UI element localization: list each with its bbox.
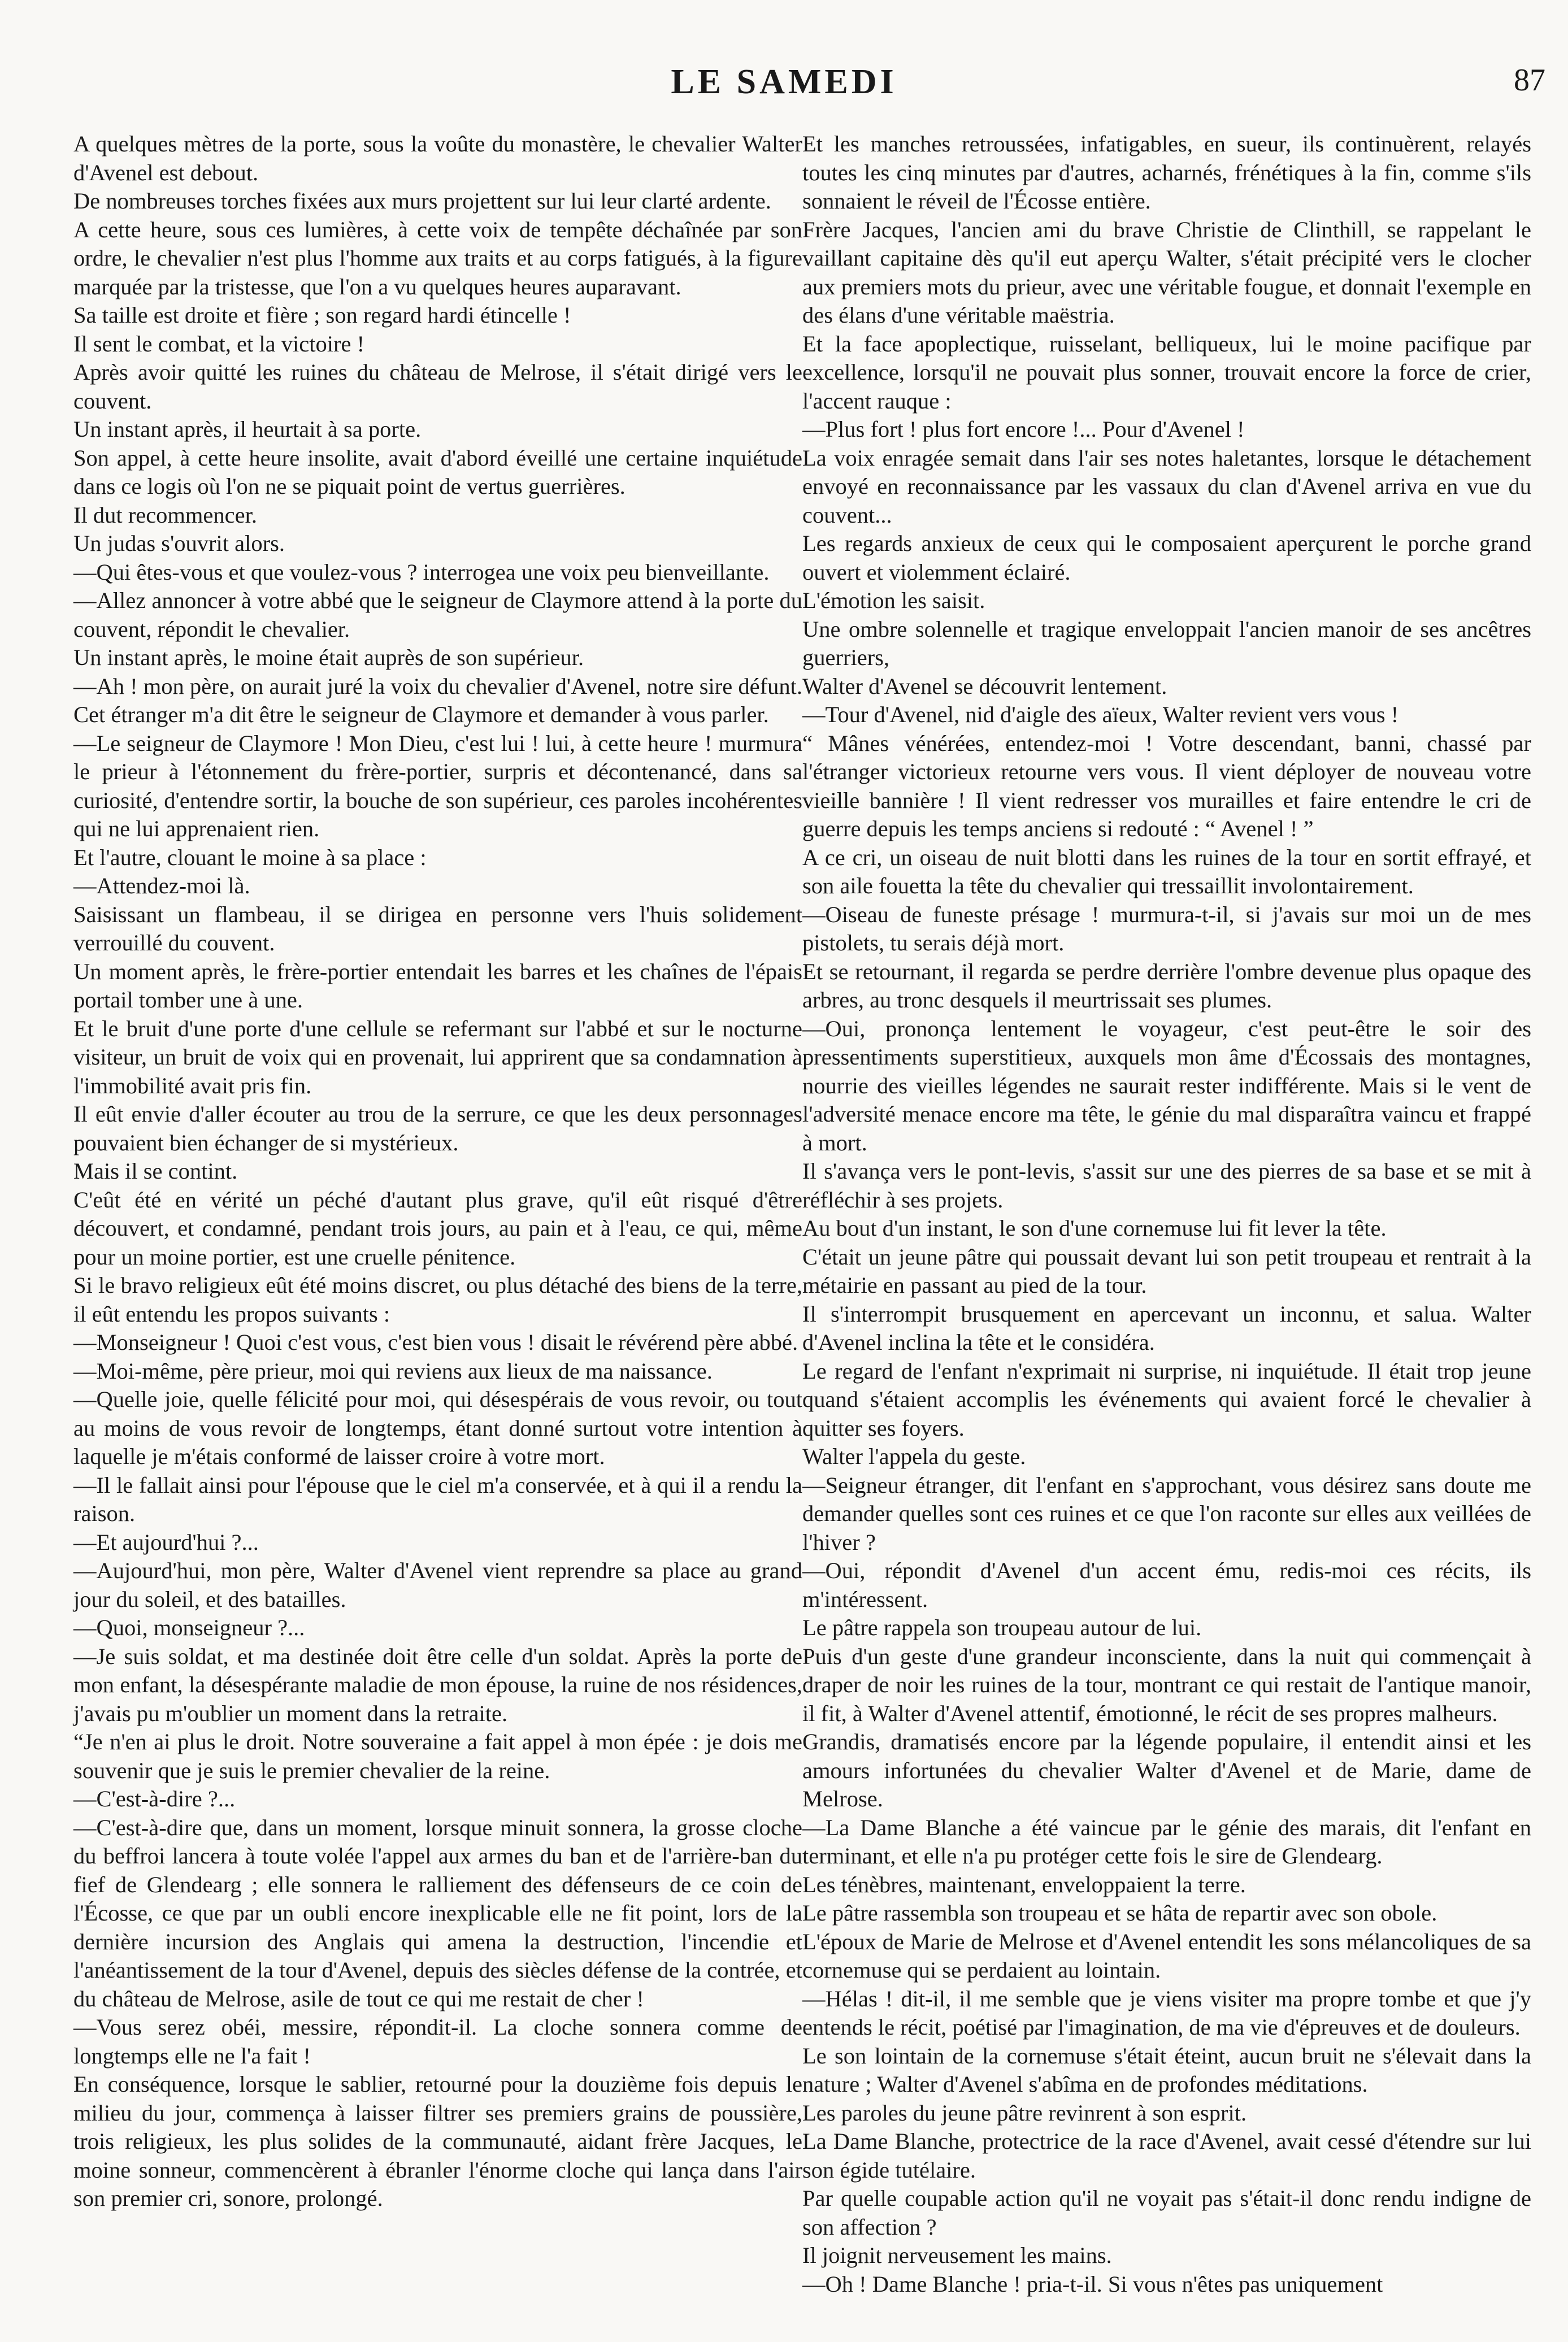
paragraph: Saisissant un flambeau, il se dirigea en personne vers l'huis solidement verrouillé du couvent. bbox=[73, 901, 802, 955]
paragraph: “Je n'en ai plus le droit. Notre souveraine a fait appel à mon épée : je dois me souvenir que je suis le premier chevalier de la reine. bbox=[73, 1729, 802, 1783]
paragraph: —Oui, répondit d'Avenel d'un accent ému, redis-moi ces récits, ils m'intéressent. bbox=[802, 1558, 1531, 1612]
paragraph: Un instant après, il heurtait à sa porte. bbox=[73, 416, 422, 442]
paragraph: —Quoi, monseigneur ?... bbox=[73, 1615, 305, 1640]
paragraph: Il dut recommencer. bbox=[73, 502, 257, 528]
paragraph: C'était un jeune pâtre qui poussait devant lui son petit troupeau et rentrait à la métairie en passant au pied de la tour. bbox=[802, 1244, 1531, 1298]
paragraph: L'époux de Marie de Melrose et d'Avenel entendit les sons mélancoliques de sa cornemuse qui se perdaient au lointain. bbox=[802, 1928, 1531, 1983]
paragraph: —Monseigneur ! Quoi c'est vous, c'est bien vous ! disait le révérend père abbé. bbox=[73, 1329, 798, 1355]
paragraph: A cette heure, sous ces lumières, à cette voix de tempête déchaînée par son ordre, le chevalier n'est plus l'homme aux traits et au corps fatigués, à la figure marquée par la tristesse, que l'on a vu quelques heures auparavant. bbox=[73, 216, 802, 299]
paragraph: Une ombre solennelle et tragique enveloppait l'ancien manoir de ses ancêtres guerriers, bbox=[802, 616, 1531, 670]
paragraph: Si le bravo religieux eût été moins discret, ou plus détaché des biens de la terre, il eût entendu les propos suivants : bbox=[73, 1272, 802, 1327]
paragraph: —Oui, prononça lentement le voyageur, c'est peut-être le soir des pressentiments superstitieux, auxquels mon âme d'Écossais des montagnes, nourrie des vieilles légendes ne saurait rester indifférente. Mais si le vent de l'adversité menace encore ma tête, le génie du mal disparaîtra vaincu et frappé à mort. bbox=[802, 1015, 1531, 1155]
paragraph: —La Dame Blanche a été vaincue par le génie des marais, dit l'enfant en terminant, et elle n'a pu protéger cette fois le sire de Glendearg. bbox=[802, 1814, 1531, 1869]
paragraph: Sa taille est droite et fière ; son regard hardi étincelle ! bbox=[73, 302, 571, 328]
paragraph: Son appel, à cette heure insolite, avait d'abord éveillé une certaine inquiétude dans ce logis où l'on ne se piquait point de vertus guerrières. bbox=[73, 445, 802, 499]
paragraph: Les paroles du jeune pâtre revinrent à son esprit. bbox=[802, 2100, 1247, 2126]
paragraph: Frère Jacques, l'ancien ami du brave Christie de Clinthill, se rappelant le vaillant capitaine dès qu'il eut aperçu Walter, s'était précipité vers le clocher aux premiers mots du prieur, avec une véritable fougue, et donnait l'exemple en des élans d'une véritable maëstria. bbox=[802, 216, 1531, 328]
paragraph: En conséquence, lorsque le sablier, retourné pour la douzième fois depuis le milieu du jour, commença à laisser filtrer ses premiers grains de poussière, trois religieux, les plus solides de la communauté, aidant frère Jacques, le moine sonneur, commencèrent à ébranler l'énorme cloche qui lança dans l'air son premier cri, sonore, prolongé. bbox=[73, 2071, 802, 2211]
paragraph: Après avoir quitté les ruines du château de Melrose, il s'était dirigé vers le couvent. bbox=[73, 359, 802, 414]
paragraph: Le son lointain de la cornemuse s'était éteint, aucun bruit ne s'élevait dans la nature ; Walter d'Avenel s'abîma en de profondes méditations. bbox=[802, 2043, 1531, 2097]
page-number: 87 bbox=[1514, 63, 1545, 98]
paragraph: —C'est-à-dire ?... bbox=[73, 1786, 236, 1811]
paragraph: —Hélas ! dit-il, il me semble que je viens visiter ma propre tombe et que j'y entends le récit, poétisé par l'imagination, de ma vie d'épreuves et de douleurs. bbox=[802, 1985, 1531, 2040]
paragraph: Il joignit nerveusement les mains. bbox=[802, 2243, 1112, 2268]
paragraph: Et les manches retroussées, infatigables, en sueur, ils continuèrent, relayés toutes les cinq minutes par d'autres, acharnés, frénétiques à la fin, comme s'ils sonnaient le réveil de l'Écosse entière. bbox=[802, 131, 1531, 214]
paragraph: Il sent le combat, et la victoire ! bbox=[73, 331, 365, 357]
paragraph: —Et aujourd'hui ?... bbox=[73, 1529, 259, 1555]
paragraph: —C'est-à-dire que, dans un moment, lorsque minuit sonnera, la grosse cloche du beffroi lancera à toute volée l'appel aux armes du ban et de l'arrière-ban du fief de Glendearg ; elle sonnera le ralliement des défenseurs de ce coin de l'Écosse, ce que par un oubli encore inexplicable elle ne fit point, lors de la dernière incursion des Anglais qui amena la destruction, l'incendie et l'anéantissement de la tour d'Avenel, depuis des siècles défense de la contrée, et du château de Melrose, asile de tout ce qui me restait de cher ! bbox=[73, 1814, 802, 2011]
paragraph: Un moment après, le frère-portier entendait les barres et les chaînes de l'épais portail tomber une à une. bbox=[73, 958, 802, 1013]
paragraph: —Oh ! Dame Blanche ! pria-t-il. Si vous n'êtes pas uniquement bbox=[802, 2271, 1383, 2297]
paragraph: Et la face apoplectique, ruisselant, belliqueux, lui le moine pacifique par excellence, lorsqu'il ne pouvait plus sonner, trouvait encore la force de crier, l'accent rauque : bbox=[802, 331, 1531, 414]
paragraph: “ Mânes vénérées, entendez-moi ! Votre descendant, banni, chassé par l'étranger victorieux retourne vers vous. Il vient déployer de nouveau votre vieille bannière ! Il vient redresser vos murailles et faire entendre le cri de guerre depuis les temps anciens si redouté : “ Avenel ! ” bbox=[802, 730, 1531, 841]
paragraph: —Aujourd'hui, mon père, Walter d'Avenel vient reprendre sa place au grand jour du soleil, et des batailles. bbox=[73, 1558, 802, 1612]
paragraph: Walter l'appela du geste. bbox=[802, 1444, 1026, 1469]
paragraph: —Quelle joie, quelle félicité pour moi, qui désespérais de vous revoir, ou tout au moins de vous revoir de longtemps, étant donné surtout votre intention à laquelle je m'étais conformé de laisser croire à votre mort. bbox=[73, 1387, 802, 1469]
paragraph: —Allez annoncer à votre abbé que le seigneur de Claymore attend à la porte du couvent, répondit le chevalier. bbox=[73, 588, 802, 642]
paragraph: Grandis, dramatisés encore par la légende populaire, il entendit ainsi et les amours infortunées du chevalier Walter d'Avenel et de Marie, dame de Melrose. bbox=[802, 1729, 1531, 1811]
paragraph: Il eût envie d'aller écouter au trou de la serrure, ce que les deux personnages pouvaient bien échanger de si mystérieux. bbox=[73, 1101, 802, 1155]
paragraph: —Ah ! mon père, on aurait juré la voix du chevalier d'Avenel, notre sire défunt. Cet étranger m'a dit être le seigneur de Claymore et demander à vous parler. bbox=[73, 673, 802, 727]
paragraph: —Tour d'Avenel, nid d'aigle des aïeux, Walter revient vers vous ! bbox=[802, 702, 1399, 727]
paragraph: Walter d'Avenel se découvrit lentement. bbox=[802, 673, 1167, 699]
paragraph: —Il le fallait ainsi pour l'épouse que le ciel m'a conservée, et à qui il a rendu la raison. bbox=[73, 1472, 802, 1526]
paragraph: —Qui êtes-vous et que voulez-vous ? interrogea une voix peu bienveillante. bbox=[73, 559, 770, 585]
paragraph: —Plus fort ! plus fort encore !... Pour d'Avenel ! bbox=[802, 416, 1245, 442]
paragraph: —Vous serez obéi, messire, répondit-il. La cloche sonnera comme de longtemps elle ne l'a fait ! bbox=[73, 2014, 802, 2069]
paragraph: Le regard de l'enfant n'exprimait ni surprise, ni inquiétude. Il était trop jeune quand s'étaient accomplis les événements qui avaient forcé le chevalier à quitter ses foyers. bbox=[802, 1358, 1531, 1441]
running-title: LE SAMEDI bbox=[671, 63, 897, 101]
paragraph: A quelques mètres de la porte, sous la voûte du monastère, le chevalier Walter d'Avenel est debout. bbox=[73, 131, 802, 185]
paragraph: Il s'interrompit brusquement en apercevant un inconnu, et salua. Walter d'Avenel inclina la tête et le considéra. bbox=[802, 1301, 1531, 1355]
paragraph: Et le bruit d'une porte d'une cellule se refermant sur l'abbé et sur le nocturne visiteur, un bruit de voix qui en provenait, lui apprirent que sa condamnation à l'immobilité avait pris fin. bbox=[73, 1015, 802, 1098]
paragraph: Au bout d'un instant, le son d'une cornemuse lui fit lever la tête. bbox=[802, 1215, 1387, 1241]
paragraph: La Dame Blanche, protectrice de la race d'Avenel, avait cessé d'étendre sur lui son égide tutélaire. bbox=[802, 2128, 1531, 2183]
paragraph: C'eût été en vérité un péché d'autant plus grave, qu'il eût risqué d'être découvert, et condamné, pendant trois jours, au pain et à l'eau, ce qui, même pour un moine portier, est une cruelle pénitence. bbox=[73, 1187, 802, 1270]
page-header bbox=[0, 62, 1568, 107]
paragraph: Le pâtre rappela son troupeau autour de lui. bbox=[802, 1615, 1202, 1640]
paragraph: —Je suis soldat, et ma destinée doit être celle d'un soldat. Après la porte de mon enfant, la désespérante maladie de mon épouse, la ruine de nos résidences, j'avais pu m'oublier un moment dans la retraite. bbox=[73, 1643, 802, 1726]
paragraph: Et se retournant, il regarda se perdre derrière l'ombre devenue plus opaque des arbres, au tronc desquels il meurtrissait ses plumes. bbox=[802, 958, 1531, 1013]
left-column bbox=[73, 130, 802, 2213]
paragraph: Mais il se contint. bbox=[73, 1158, 238, 1184]
paragraph: Les regards anxieux de ceux qui le composaient aperçurent le porche grand ouvert et violemment éclairé. bbox=[802, 531, 1531, 585]
paragraph: Les ténèbres, maintenant, enveloppaient la terre. bbox=[802, 1871, 1246, 1897]
paragraph: Un instant après, le moine était auprès de son supérieur. bbox=[73, 645, 584, 670]
paragraph: —Attendez-moi là. bbox=[73, 873, 250, 898]
paragraph: —Le seigneur de Claymore ! Mon Dieu, c'est lui ! lui, à cette heure ! murmura le prieur à l'étonnement du frère-portier, surpris et décontenancé, dans sa curiosité, d'entendre sortir, la bouche de son supérieur, ces paroles incohérentes qui ne lui apprenaient rien. bbox=[73, 730, 802, 841]
paragraph: Un judas s'ouvrit alors. bbox=[73, 531, 285, 556]
paragraph: La voix enragée semait dans l'air ses notes haletantes, lorsque le détachement envoyé en reconnaissance par les vassaux du clan d'Avenel arriva en vue du couvent... bbox=[802, 445, 1531, 528]
paragraph: L'émotion les saisit. bbox=[802, 588, 985, 613]
paragraph: De nombreuses torches fixées aux murs projettent sur lui leur clarté ardente. bbox=[73, 188, 771, 214]
right-column bbox=[802, 130, 1531, 2298]
paragraph: —Seigneur étranger, dit l'enfant en s'approchant, vous désirez sans doute me demander quelles sont ces ruines et ce que l'on raconte sur elles aux veillées de l'hiver ? bbox=[802, 1472, 1531, 1555]
paragraph: A ce cri, un oiseau de nuit blotti dans les ruines de la tour en sortit effrayé, et son aile fouetta la tête du chevalier qui tressaillit involontairement. bbox=[802, 844, 1531, 898]
paragraph: Puis d'un geste d'une grandeur inconsciente, dans la nuit qui commençait à draper de noir les ruines de la tour, montrant ce qui restait de l'antique manoir, il fit, à Walter d'Avenel attentif, émotionné, le récit de ses propres malheurs. bbox=[802, 1643, 1531, 1726]
paragraph: —Moi-même, père prieur, moi qui reviens aux lieux de ma naissance. bbox=[73, 1358, 713, 1384]
paragraph: —Oiseau de funeste présage ! murmura-t-il, si j'avais sur moi un de mes pistolets, tu serais déjà mort. bbox=[802, 901, 1531, 955]
paragraph: Par quelle coupable action qu'il ne voyait pas s'était-il donc rendu indigne de son affection ? bbox=[802, 2185, 1531, 2240]
paragraph: Il s'avança vers le pont-levis, s'assit sur une des pierres de sa base et se mit à réfléchir à ses projets. bbox=[802, 1158, 1531, 1213]
paragraph: Le pâtre rassembla son troupeau et se hâta de repartir avec son obole. bbox=[802, 1900, 1437, 1926]
paragraph: Et l'autre, clouant le moine à sa place : bbox=[73, 844, 427, 870]
